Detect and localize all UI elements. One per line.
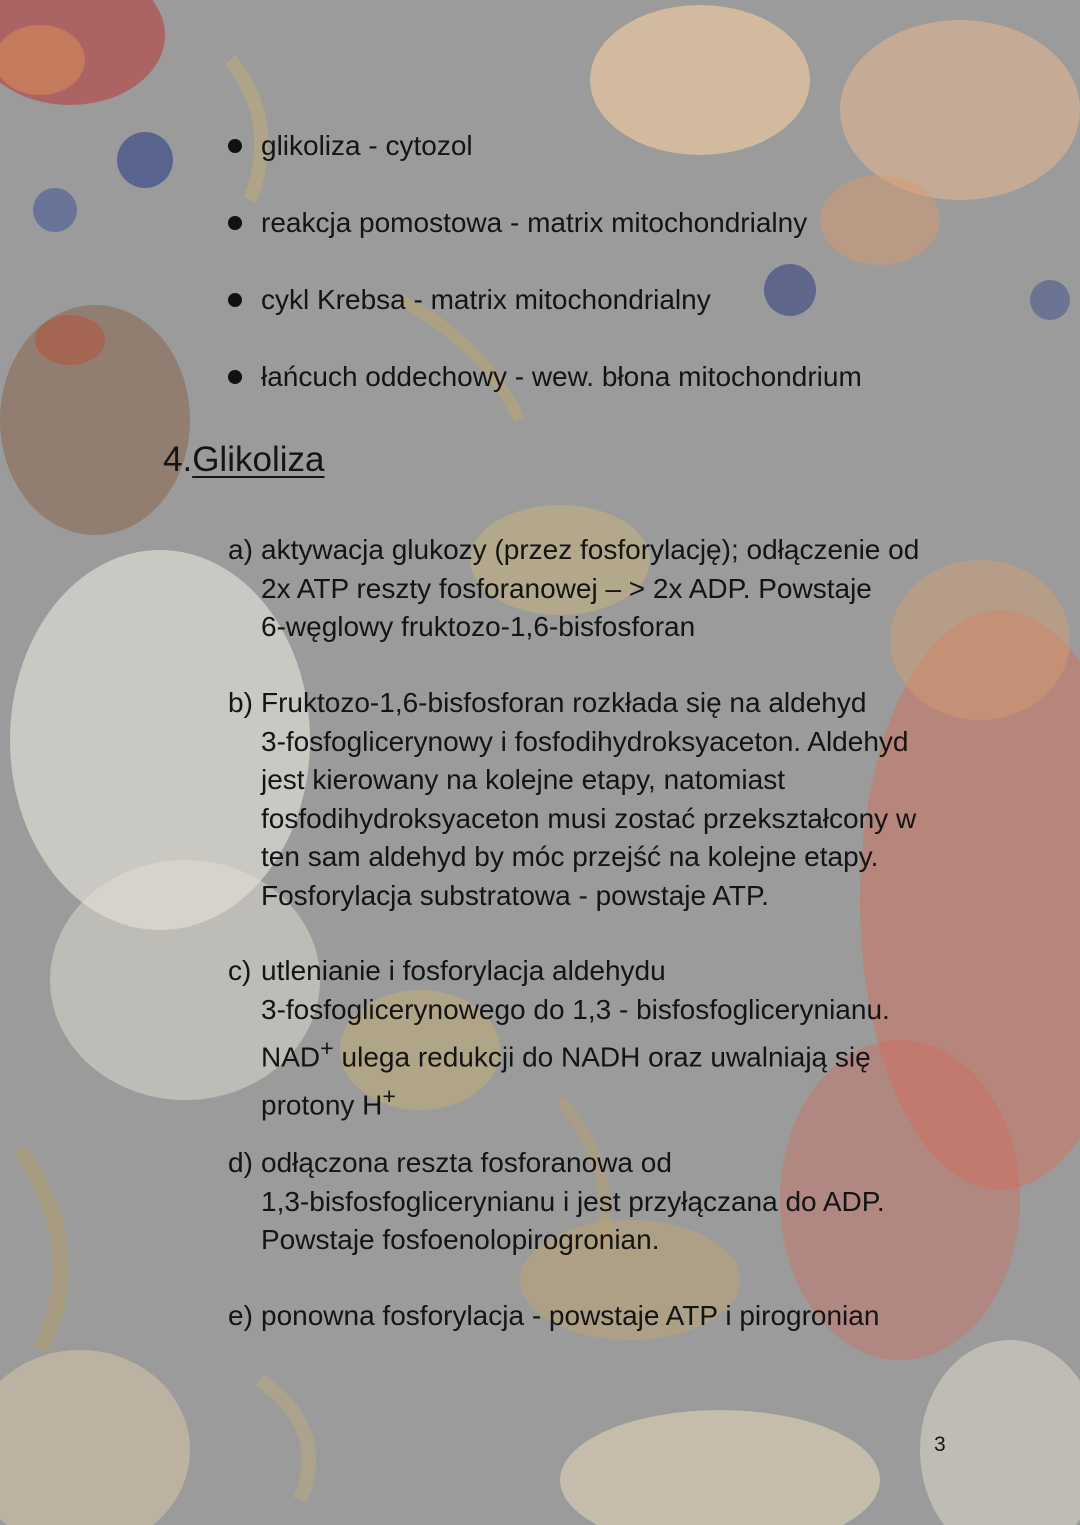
superscript-plus: + — [382, 1082, 397, 1109]
step-item-d — [228, 1144, 968, 1260]
step-text: Fruktozo-1,6-bisfosforan rozkłada się na aldehyd 3-fosfoglicerynowy i fosfodihydroksyaceton. Aldehyd jest kierowany na kolejne etapy, natomiast fosfodihydroksyaceton musi zostać przekształcony w ten sam aldehyd by móc przejść na kolejne etapy. Fosforylacja substratowa - powstaje ATP. — [261, 687, 917, 911]
section-heading — [163, 438, 324, 482]
location-bullet-list — [228, 128, 862, 436]
list-item-text: cykl Krebsa - matrix mitochondrialny — [261, 284, 711, 315]
step-text: ponowna fosforylacja - powstaje ATP i pirogronian — [261, 1300, 880, 1331]
step-text — [261, 952, 968, 1125]
list-item — [228, 359, 862, 395]
list-item — [228, 205, 862, 241]
superscript-plus: + — [320, 1035, 334, 1061]
section-number: 4. — [163, 440, 193, 479]
step-label: a) — [228, 534, 253, 565]
list-item — [228, 282, 862, 318]
list-item-text: glikoliza - cytozol — [261, 130, 473, 161]
step-text: odłączona reszta fosforanowa od 1,3-bisfosfoglicerynianu i jest przyłączana do ADP. Powstaje fosfoenolopirogronian. — [261, 1147, 885, 1255]
step-label: d) — [228, 1147, 253, 1178]
bullet-icon — [228, 370, 242, 384]
step-label: e) — [228, 1300, 253, 1331]
step-text-part: ulega redukcji do NADH oraz uwalniają się protony H — [261, 1041, 871, 1121]
list-item-text: łańcuch oddechowy - wew. błona mitochondrium — [261, 361, 862, 392]
bullet-icon — [228, 216, 242, 230]
step-label: c) — [228, 955, 252, 986]
step-text-part: utlenianie i fosforylacja aldehydu 3-fosfoglicerynowego do 1,3 - bisfosfoglicerynianu. NAD — [261, 955, 890, 1073]
bullet-icon — [228, 293, 242, 307]
step-item-e — [228, 1297, 968, 1336]
step-item-a — [228, 531, 968, 647]
step-label: b) — [228, 687, 253, 718]
list-item — [228, 128, 862, 164]
step-text: aktywacja glukozy (przez fosforylację); odłączenie od 2x ATP reszty fosforanowej – > 2x ADP. Powstaje 6-węglowy fruktozo-1,6-bisfosforan — [261, 534, 920, 642]
section-title: Glikoliza — [192, 440, 325, 479]
step-item-c — [228, 952, 968, 1125]
step-item-b — [228, 684, 968, 915]
bullet-icon — [228, 139, 242, 153]
page-number: 3 — [934, 1433, 946, 1456]
list-item-text: reakcja pomostowa - matrix mitochondrialny — [261, 207, 808, 238]
